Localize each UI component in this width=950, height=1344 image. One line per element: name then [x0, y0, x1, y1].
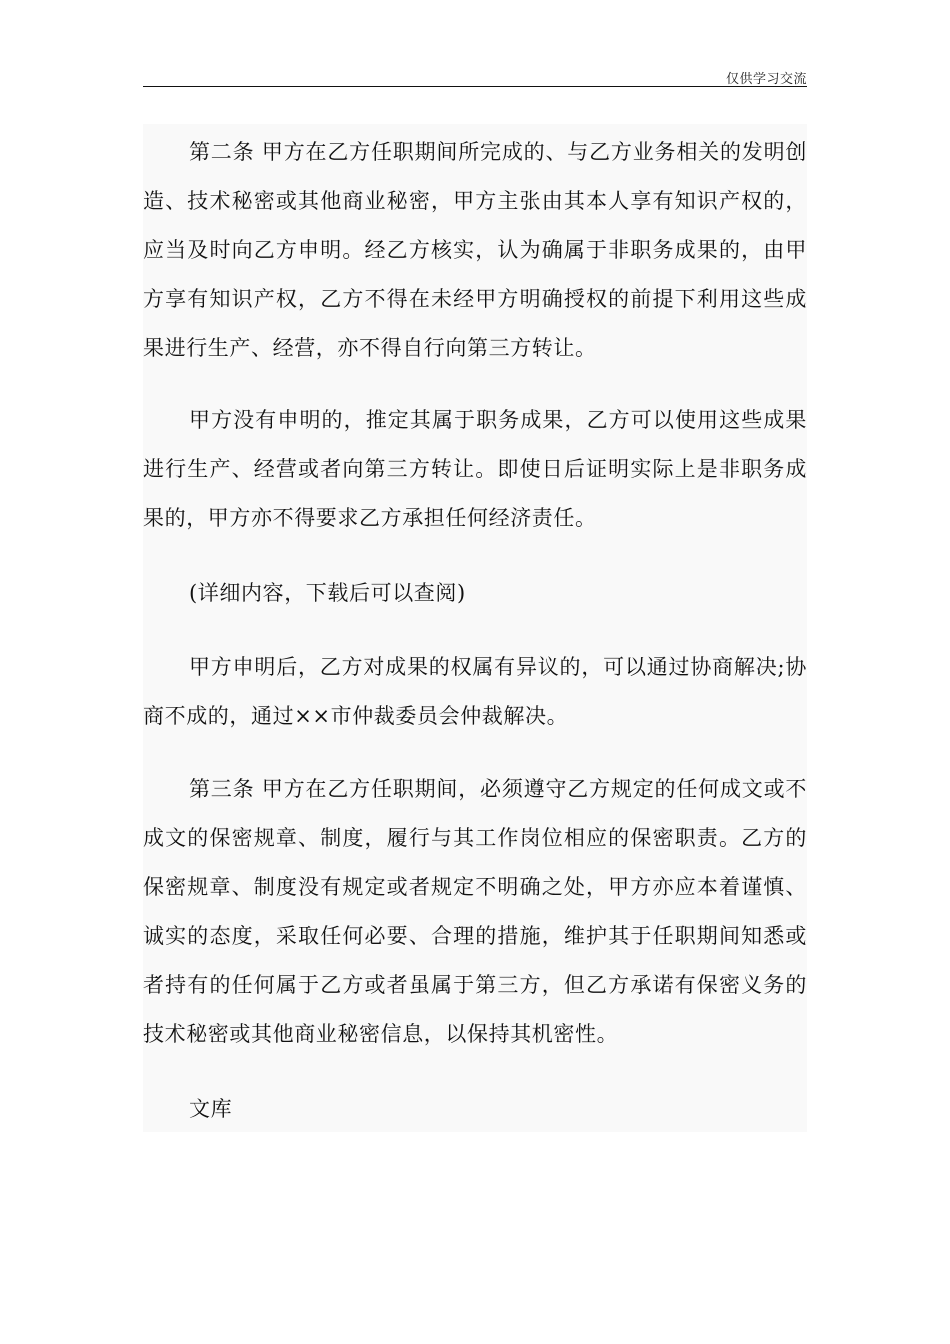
- page-header-text: 仅供学习交流: [725, 72, 807, 87]
- header-divider: [143, 86, 807, 87]
- paragraph-wenku: 文库: [189, 1097, 233, 1121]
- paragraph-dispute-resolution: 甲方申明后，乙方对成果的权属有异议的，可以通过协商解决;协商不成的，通过××市仲裁委员会仲裁解决。: [143, 655, 807, 728]
- paragraph-undeclared-results: 甲方没有申明的，推定其属于职务成果，乙方可以使用这些成果进行生产、经营或者向第三方转让。即使日后证明实际上是非职务成果的，甲方亦不得要求乙方承担任何经济责任。: [143, 408, 807, 530]
- paragraph-article-3: 第三条 甲方在乙方任职期间，必须遵守乙方规定的任何成文或不成文的保密规章、制度，履行与其工作岗位相应的保密职责。乙方的保密规章、制度没有规定或者规定不明确之处，甲方亦应本着谨慎、诚实的态度，采取任何必要、合理的措施，维护其于任职期间知悉或者持有的任何属于乙方或者虽属于第三方，但乙方承诺有保密义务的技术秘密或其他商业秘密信息，以保持其机密性。: [143, 777, 807, 1046]
- paragraph-download-note: (详细内容，下载后可以查阅): [189, 581, 466, 605]
- paragraph-article-2: 第二条 甲方在乙方任职期间所完成的、与乙方业务相关的发明创造、技术秘密或其他商业秘密，甲方主张由其本人享有知识产权的，应当及时向乙方申明。经乙方核实，认为确属于非职务成果的，由甲方享有知识产权，乙方不得在未经甲方明确授权的前提下利用这些成果进行生产、经营，亦不得自行向第三方转让。: [143, 140, 807, 360]
